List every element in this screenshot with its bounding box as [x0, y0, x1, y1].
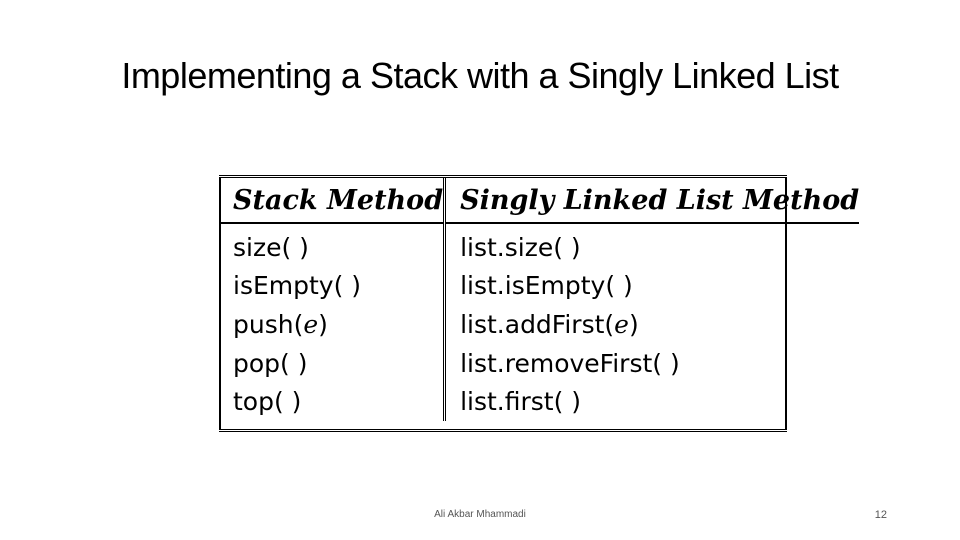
stack-method-cell: size( )	[219, 223, 445, 267]
list-method-cell: list.isEmpty( )	[460, 271, 633, 301]
table-row	[219, 223, 859, 267]
stack-method-cell: top( )	[219, 382, 445, 421]
table-header-row	[219, 178, 859, 223]
stack-method-cell: pop( )	[219, 344, 445, 383]
methods-table	[219, 175, 860, 432]
slide-title: Implementing a Stack with a Singly Linked List	[121, 55, 839, 96]
table-row	[219, 305, 859, 344]
footer-author: Ali Akbar Mhammadi	[434, 509, 526, 520]
list-method-cell: list.removeFirst( )	[460, 348, 680, 378]
parameter-e: e	[303, 309, 319, 339]
stack-method-cell: isEmpty( )	[219, 267, 445, 306]
list-method-cell: list.addFirst(e)	[460, 309, 639, 339]
methods-table-grid	[219, 178, 859, 421]
list-method-cell: list.size( )	[460, 232, 581, 262]
header-stack-method: Stack Method	[219, 178, 445, 223]
table-row	[219, 344, 859, 383]
page-number: 12	[874, 509, 887, 521]
header-linked-list-method: Singly Linked List Method	[445, 178, 860, 223]
list-method-cell: list.first( )	[460, 387, 582, 417]
stack-method-cell: push(e)	[219, 305, 445, 344]
table-row	[219, 382, 859, 421]
table-row	[219, 267, 859, 306]
parameter-e: e	[614, 309, 629, 339]
